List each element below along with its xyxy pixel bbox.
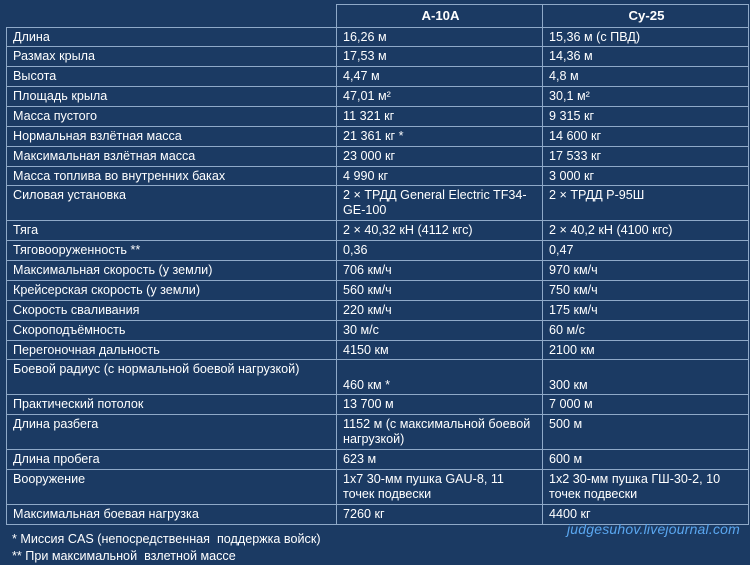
row-value-a10a: 460 км * [337, 360, 543, 395]
row-value-su25: 2 × 40,2 кН (4100 кгс) [543, 221, 749, 241]
row-value-a10a: 4,47 м [337, 67, 543, 87]
row-label: Длина пробега [7, 450, 337, 470]
row-value-su25: 17 533 кг [543, 146, 749, 166]
row-value-a10a: 1152 м (с максимальной боевой нагрузкой) [337, 415, 543, 450]
row-value-a10a: 4 990 кг [337, 166, 543, 186]
table-row [7, 450, 749, 470]
row-label: Длина разбега [7, 415, 337, 450]
table-header [7, 5, 749, 28]
watermark: judgesuhov.livejournal.com [566, 521, 740, 537]
row-label: Боевой радиус (с нормальной боевой нагрузкой) [7, 360, 337, 395]
row-value-a10a: 30 м/с [337, 320, 543, 340]
table-row [7, 470, 749, 505]
column-header-a10a: A-10A [337, 5, 543, 28]
row-value-a10a: 47,01 м² [337, 87, 543, 107]
table-row [7, 221, 749, 241]
row-value-a10a: 220 км/ч [337, 300, 543, 320]
row-label: Нормальная взлётная масса [7, 126, 337, 146]
table-row [7, 87, 749, 107]
row-label: Практический потолок [7, 395, 337, 415]
table-row [7, 281, 749, 301]
row-label: Тяга [7, 221, 337, 241]
table-row [7, 360, 749, 395]
row-label: Длина [7, 27, 337, 47]
row-value-a10a: 23 000 кг [337, 146, 543, 166]
row-value-a10a: 11 321 кг [337, 107, 543, 127]
row-value-su25: 2100 км [543, 340, 749, 360]
table-body [7, 27, 749, 524]
row-label: Масса топлива во внутренних баках [7, 166, 337, 186]
row-value-su25: 30,1 м² [543, 87, 749, 107]
table-row [7, 107, 749, 127]
row-label: Крейсерская скорость (у земли) [7, 281, 337, 301]
row-value-a10a: 17,53 м [337, 47, 543, 67]
row-value-a10a: 0,36 [337, 241, 543, 261]
table-row [7, 261, 749, 281]
row-value-a10a: 560 км/ч [337, 281, 543, 301]
row-value-a10a: 623 м [337, 450, 543, 470]
table-row [7, 146, 749, 166]
row-label: Перегоночная дальность [7, 340, 337, 360]
row-label: Площадь крыла [7, 87, 337, 107]
table-row [7, 320, 749, 340]
footnote-max-takeoff-mass: ** При максимальной взлетной массе [12, 549, 236, 564]
table-row [7, 340, 749, 360]
row-value-a10a: 4150 км [337, 340, 543, 360]
row-value-a10a: 706 км/ч [337, 261, 543, 281]
row-value-su25: 0,47 [543, 241, 749, 261]
row-label: Максимальная боевая нагрузка [7, 505, 337, 525]
row-value-su25: 2 × ТРДД Р-95Ш [543, 186, 749, 221]
row-value-su25: 9 315 кг [543, 107, 749, 127]
row-value-su25: 3 000 кг [543, 166, 749, 186]
row-value-a10a: 7260 кг [337, 505, 543, 525]
row-value-su25: 300 км [543, 360, 749, 395]
row-value-su25: 14 600 кг [543, 126, 749, 146]
table-row [7, 415, 749, 450]
row-value-su25: 4,8 м [543, 67, 749, 87]
row-label: Силовая установка [7, 186, 337, 221]
row-label: Максимальная взлётная масса [7, 146, 337, 166]
column-header-parameter [7, 5, 337, 28]
row-label: Вооружение [7, 470, 337, 505]
row-value-a10a: 2 × ТРДД General Electric TF34-GE-100 [337, 186, 543, 221]
table-header-row [7, 5, 749, 28]
table-row [7, 67, 749, 87]
row-label: Размах крыла [7, 47, 337, 67]
row-value-a10a: 2 × 40,32 кН (4112 кгс) [337, 221, 543, 241]
table-row [7, 186, 749, 221]
table-row [7, 126, 749, 146]
row-value-su25: 15,36 м (с ПВД) [543, 27, 749, 47]
row-label: Скороподъёмность [7, 320, 337, 340]
row-value-su25: 60 м/с [543, 320, 749, 340]
row-value-su25: 175 км/ч [543, 300, 749, 320]
table-row [7, 241, 749, 261]
row-label: Скорость сваливания [7, 300, 337, 320]
row-value-su25: 4400 кг [543, 505, 749, 525]
row-label: Масса пустого [7, 107, 337, 127]
row-value-su25: 600 м [543, 450, 749, 470]
row-value-a10a: 16,26 м [337, 27, 543, 47]
row-value-su25: 750 км/ч [543, 281, 749, 301]
row-value-su25: 1х2 30-мм пушка ГШ-30-2, 10 точек подвески [543, 470, 749, 505]
aircraft-comparison-table [6, 4, 749, 525]
row-value-su25: 970 км/ч [543, 261, 749, 281]
row-value-su25: 500 м [543, 415, 749, 450]
row-value-su25: 7 000 м [543, 395, 749, 415]
row-value-a10a: 1х7 30-мм пушка GAU-8, 11 точек подвески [337, 470, 543, 505]
row-value-a10a: 21 361 кг * [337, 126, 543, 146]
row-value-su25: 14,36 м [543, 47, 749, 67]
table-row [7, 300, 749, 320]
table-row [7, 166, 749, 186]
row-label: Высота [7, 67, 337, 87]
row-value-a10a: 13 700 м [337, 395, 543, 415]
table-row [7, 27, 749, 47]
table-row [7, 47, 749, 67]
column-header-su25: Су-25 [543, 5, 749, 28]
footnote-cas-mission: * Миссия CAS (непосредственная поддержка войск) [12, 532, 321, 547]
row-label: Максимальная скорость (у земли) [7, 261, 337, 281]
table-row [7, 395, 749, 415]
row-label: Тяговооруженность ** [7, 241, 337, 261]
